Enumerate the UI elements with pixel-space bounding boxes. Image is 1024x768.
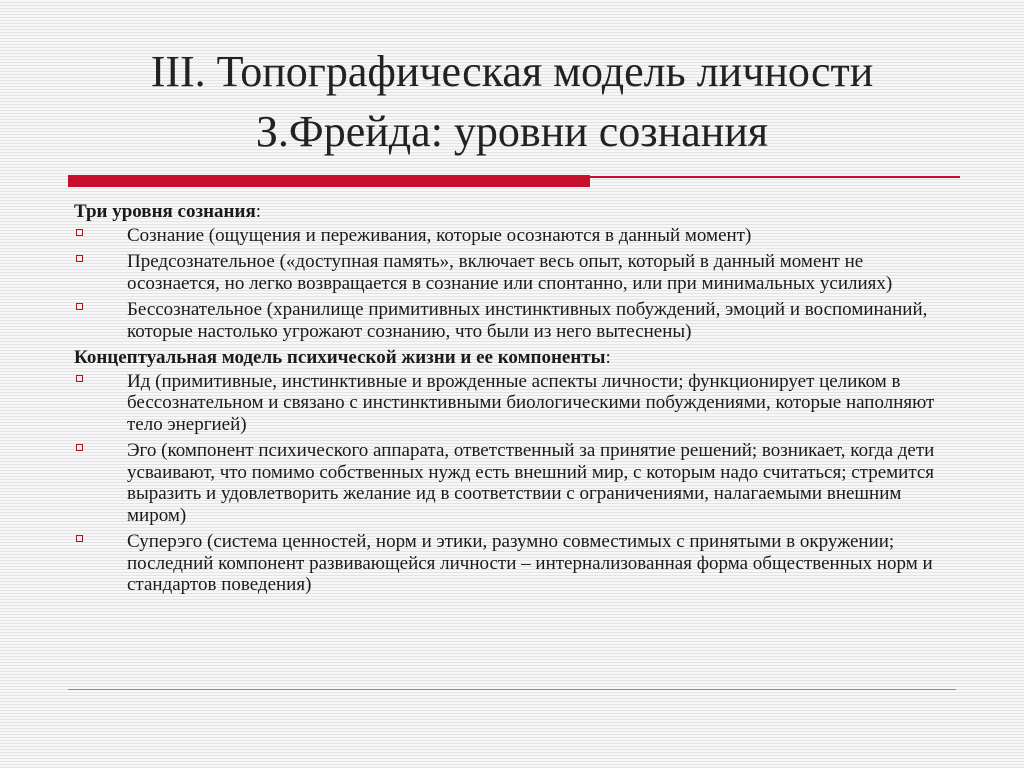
title-underline-thin: [590, 176, 960, 178]
list-item-text: Ид (примитивные, инстинктивные и врожденные аспекты личности; функционирует целиком в бессознательном и связано с инстинктивными биологическими побуждениями, которые наполняют тело энергией): [127, 370, 935, 435]
list-item-text: Предсознательное («доступная память», включает весь опыт, который в данный момент не осознается, но легко возвращается в сознание или спонтанно, или при минимальных усилиях): [127, 251, 893, 294]
square-bullet-icon: [76, 444, 83, 451]
list-item-text: Сознание (ощущения и переживания, которые осознаются в данный момент): [127, 224, 752, 246]
section-conceptual-model: [74, 347, 954, 596]
list-item: [74, 225, 954, 247]
footer-divider: [68, 689, 956, 690]
square-bullet-icon: [76, 255, 83, 262]
section-heading: Три уровня сознания:: [74, 201, 262, 222]
square-bullet-icon: [76, 303, 83, 310]
slide-title: [60, 42, 964, 162]
slide-title-line-2: З.Фрейда: уровни сознания: [255, 107, 769, 156]
square-bullet-icon: [76, 229, 83, 236]
slide-body: [74, 201, 954, 601]
slide-title-line-1: III. Топографическая модель личности: [150, 47, 874, 96]
title-underline-thick: [68, 175, 590, 187]
section-heading-text: Три уровня сознания: [74, 201, 256, 222]
section-heading-text: Концептуальная модель психической жизни и ее компоненты: [74, 347, 606, 368]
list-item: [74, 440, 954, 526]
section-levels-of-consciousness: [74, 201, 954, 342]
list-item: [74, 531, 954, 596]
list-item: [74, 371, 954, 436]
list-item: [74, 299, 954, 342]
square-bullet-icon: [76, 535, 83, 542]
list-item-text: Бессознательное (хранилище примитивных инстинктивных побуждений, эмоций и воспоминаний, которые настолько угрожают сознанию, что были из него вытеснены): [127, 299, 928, 342]
list-item-text: Эго (компонент психического аппарата, ответственный за принятие решений; возникает, когда дети усваивают, что помимо собственных нужд есть внешний мир, с которым надо считаться; стремится выразить и удовлетворить желание ид в соответствии с ограничениями, налагаемыми внешним миром): [127, 440, 935, 526]
list-item: [74, 251, 954, 294]
list-item-text: Суперэго (система ценностей, норм и этики, разумно совместимых с принятыми в окружении; последний компонент развивающейся личности – интернализованная форма общественных норм и стандартов поведения): [127, 531, 933, 595]
square-bullet-icon: [76, 375, 83, 382]
section-heading: Концептуальная модель психической жизни и ее компоненты:: [74, 347, 611, 368]
